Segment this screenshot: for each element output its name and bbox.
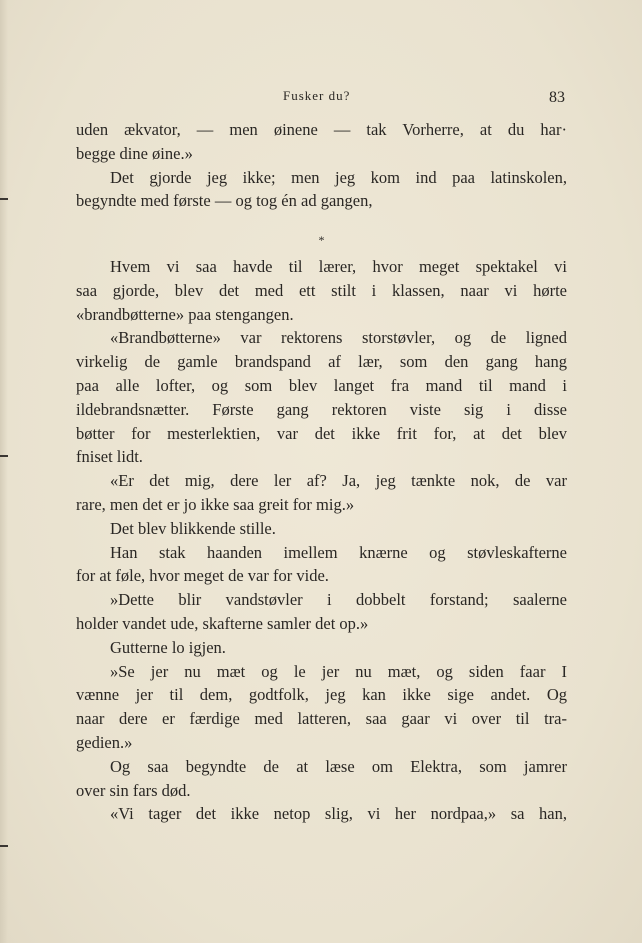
text-line: «Brandbøtterne» var rektorens storstøvler, og de ligned (110, 328, 567, 348)
text-line: gedien.» (76, 732, 133, 752)
text-line: begge dine øine.» (76, 143, 193, 163)
body-text (76, 118, 567, 826)
text-line: »Dette blir vandstøvler i dobbelt forstand; saalerne (110, 590, 567, 610)
text-line: virkelig de gamle brandspand af lær, som den gang hang (76, 352, 567, 372)
text-line: vænne jer til dem, godtfolk, jeg kan ikke sige andet. Og (76, 685, 567, 705)
text-line: begyndte med første — og tog én ad gangen, (76, 191, 373, 211)
text-line: Han stak haanden imellem knærne og støvleskafterne (110, 542, 567, 562)
text-line: Det gjorde jeg ikke; men jeg kom ind paa latinskolen, (110, 167, 567, 187)
page-header (0, 88, 642, 108)
text-line: fniset lidt. (76, 447, 143, 467)
text-line: Og saa begyndte de at læse om Elektra, som jamrer (110, 756, 567, 776)
text-line: for at føle, hvor meget de var for vide. (76, 566, 329, 586)
text-line: ildebrandsnætter. Første gang rektoren viste sig i disse (76, 399, 567, 419)
text-line: «Er det mig, dere ler af? Ja, jeg tænkte nok, de var (110, 471, 567, 491)
text-line: uden ækvator, — men øinene — tak Vorherre, at du har· (76, 120, 567, 139)
text-line: naar dere er færdige med latteren, saa gaar vi over til tra- (76, 709, 567, 729)
page-number: 83 (549, 89, 565, 106)
page-edge-shadow (0, 0, 8, 943)
gutter-mark (0, 198, 8, 200)
text-line: saa gjorde, blev det med ett stilt i klassen, naar vi hørte (76, 280, 567, 300)
text-line: rare, men det er jo ikke saa greit for mig.» (76, 494, 355, 514)
gutter-mark (0, 455, 8, 457)
text-line: Det blev blikkende stille. (110, 518, 276, 538)
text-line: «brandbøtterne» paa stengangen. (76, 304, 294, 324)
text-line: over sin fars død. (76, 780, 191, 800)
text-line: »Se jer nu mæt og le jer nu mæt, og siden faar I (110, 661, 567, 681)
text-line: Gutterne lo igjen. (110, 637, 226, 657)
text-line: paa alle lofter, og som blev langet fra mand til mand i (76, 375, 567, 395)
text-line: holder vandet ude, skafterne samler det op.» (76, 613, 369, 633)
text-line: «Vi tager det ikke netop slig, vi her nordpaa,» sa han, (110, 804, 567, 824)
gutter-mark (0, 845, 8, 847)
text-line: bøtter for mesterlektien, var det ikke frit for, at det blev (76, 423, 567, 443)
text-line: Hvem vi saa havde til lærer, hvor meget spektakel vi (110, 256, 567, 276)
section-break-asterisk: * (318, 233, 325, 248)
running-title: Fusker du? (283, 88, 351, 103)
